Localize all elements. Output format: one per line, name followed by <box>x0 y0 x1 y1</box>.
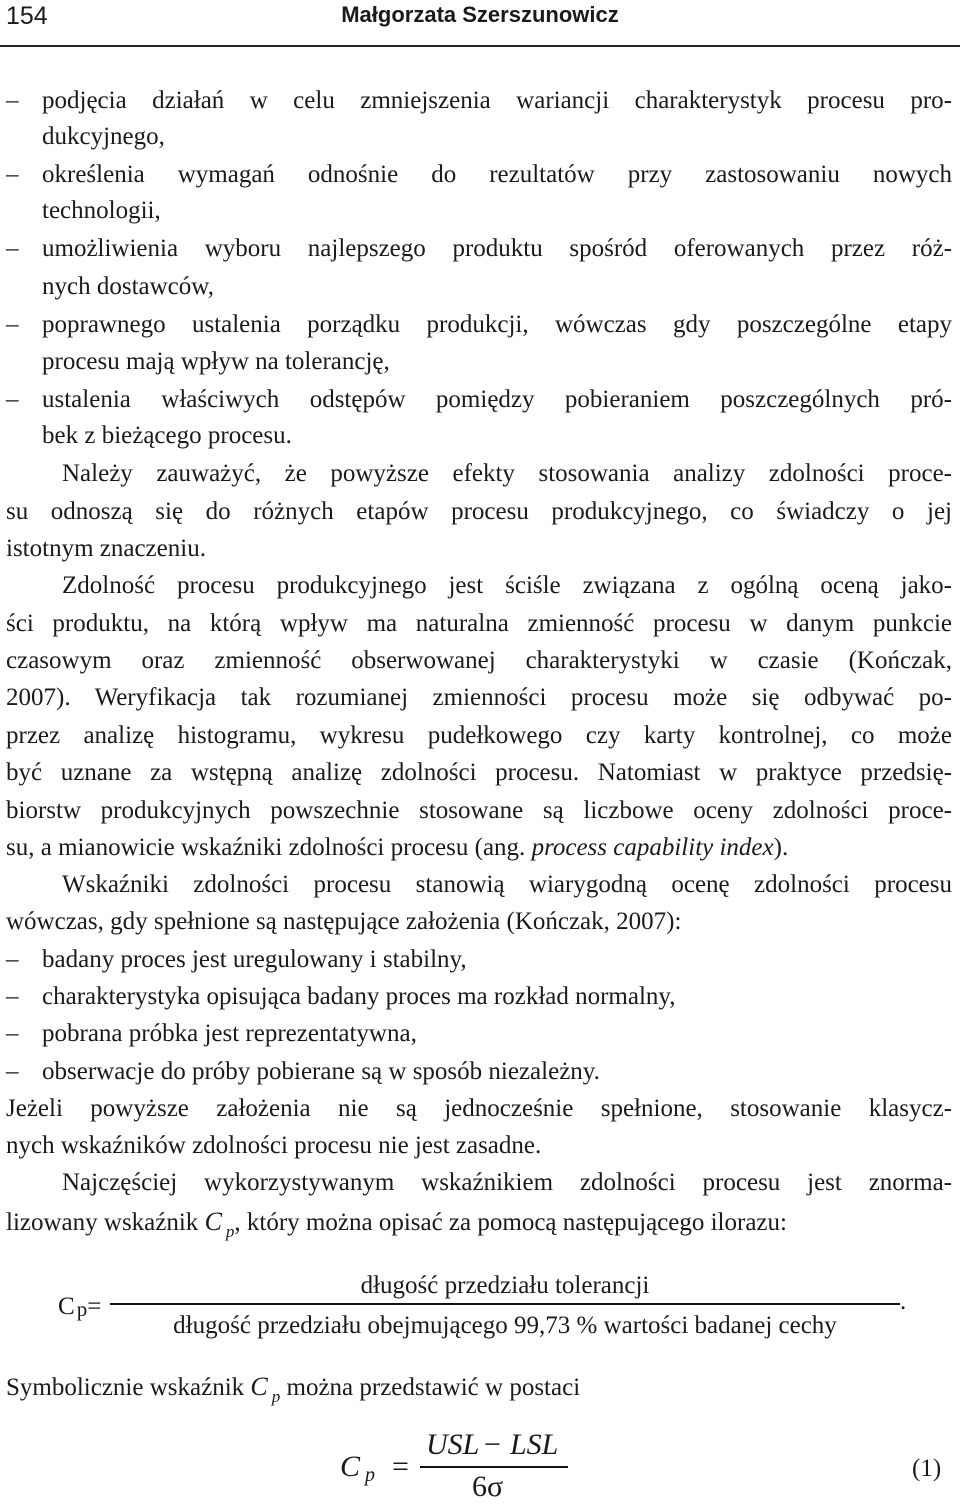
paragraph-line: czasowym oraz zmienność obserwowanej charakterystyki w czasie (Kończak, <box>6 647 952 674</box>
symbol-c: C <box>250 1372 268 1401</box>
list-item-line: badany proces jest uregulowany i stabilny, <box>42 946 467 973</box>
paragraph-line: su, a mianowicie wskaźniki zdolności procesu (ang. process capability index). <box>6 834 789 861</box>
list-dash: – <box>6 983 19 1010</box>
formula-lhs: Cp= <box>58 1293 102 1321</box>
symbol-sub-p: p <box>271 1387 281 1406</box>
paragraph-line: biorstw produkcyjnych powszechnie stosowane są liczbowe oceny zdolności proce- <box>6 797 952 824</box>
paragraph-line: Zdolność procesu produkcyjnego jest ściśle związana z ogólną oceną jako- <box>62 572 952 599</box>
symbol-sub-p: p <box>225 1222 235 1241</box>
paragraph-line: su odnoszą się do różnych etapów procesu produkcyjnego, co świadczy o jej <box>6 498 952 525</box>
symbol-c: C <box>204 1207 222 1236</box>
paragraph-line: 2007). Weryfikacja tak rozumianej zmienności procesu może się odbywać po- <box>6 684 952 711</box>
running-head-author: Małgorzata Szerszunowicz <box>341 2 619 27</box>
paragraph-line: lizowany wskaźnik C $_p$, który można opisać za pomocą następującego ilorazu: <box>6 1207 787 1241</box>
list-item-line: podjęcia działań w celu zmniejszenia wariancji charakterystyk procesu pro- <box>42 87 952 114</box>
paragraph-line: Symbolicznie wskaźnik C $_p$ można przedstawić w postaci <box>6 1372 581 1406</box>
formula1-lsl: LSL <box>510 1428 559 1461</box>
italic-term: process capability index <box>531 834 774 861</box>
paragraph-line: Należy zauważyć, że powyższe efekty stosowania analizy zdolności proce- <box>62 460 952 487</box>
formula1-fraction-bar <box>420 1466 568 1468</box>
list-item-line: obserwacje do próby pobierane są w sposób niezależny. <box>42 1058 600 1085</box>
page-number: 154 <box>6 2 48 30</box>
paragraph-line: ści produktu, na którą wpływ ma naturalna zmienność procesu w danym punkcie <box>6 610 952 637</box>
formula-numerator: długość przedziału tolerancji <box>360 1272 650 1299</box>
formula1-denominator: 6σ <box>472 1470 504 1503</box>
list-item-line: charakterystyka opisująca badany proces ma rozkład normalny, <box>42 983 676 1010</box>
formula1-lhs: C <box>340 1450 361 1483</box>
fraction-bar <box>110 1303 900 1305</box>
formula-denominator: długość przedziału obejmującego 99,73 % wartości badanej cechy <box>173 1312 837 1339</box>
paragraph-line: istotnym znaczeniu. <box>6 535 206 562</box>
formula1-lhs-sub: p <box>365 1464 375 1486</box>
list-dash: – <box>6 386 19 413</box>
list-dash: – <box>6 311 19 338</box>
list-item-line: procesu mają wpływ na tolerancję, <box>42 348 390 375</box>
list-dash: – <box>6 87 19 114</box>
paragraph-line: Najczęściej wykorzystywanym wskaźnikiem zdolności procesu jest znorma- <box>62 1169 952 1196</box>
paragraph-line: nych wskaźników zdolności procesu nie jest zasadne. <box>6 1132 542 1159</box>
formula1-minus: − <box>484 1428 501 1461</box>
list-item-line: nych dostawców, <box>42 273 214 300</box>
list-dash: – <box>6 161 19 188</box>
formula-number: (1) <box>912 1455 942 1482</box>
list-dash: – <box>6 946 19 973</box>
formula1-equals: = <box>392 1450 409 1483</box>
paragraph-line: wówczas, gdy spełnione są następujące założenia (Kończak, 2007): <box>6 908 682 935</box>
formula-end: . <box>900 1288 907 1315</box>
formula1-usl: USL <box>426 1428 480 1461</box>
paragraph-line: przez analizę histogramu, wykresu pudełkowego czy karty kontrolnej, co może <box>6 722 952 749</box>
list-item-line: technologii, <box>42 197 161 224</box>
list-item-line: poprawnego ustalenia porządku produkcji, wówczas gdy poszczególne etapy <box>42 311 952 338</box>
list-dash: – <box>6 1020 19 1047</box>
list-item-line: dukcyjnego, <box>42 123 165 150</box>
list-dash: – <box>6 1058 19 1085</box>
list-item-line: ustalenia właściwych odstępów pomiędzy pobieraniem poszczególnych pró- <box>42 386 952 413</box>
paragraph-line: Wskaźniki zdolności procesu stanowią wiarygodną ocenę zdolności procesu <box>62 871 952 898</box>
list-item-line: określenia wymagań odnośnie do rezultatów przy zastosowaniu nowych <box>42 161 952 188</box>
list-item-line: umożliwienia wyboru najlepszego produktu spośród oferowanych przez róż- <box>42 235 952 262</box>
list-item-line: pobrana próbka jest reprezentatywna, <box>42 1020 417 1047</box>
list-item-line: bek z bieżącego procesu. <box>42 422 292 449</box>
page-header <box>0 0 960 47</box>
paragraph-line: Jeżeli powyższe założenia nie są jednocześnie spełnione, stosowanie klasycz- <box>6 1095 952 1122</box>
list-dash: – <box>6 235 19 262</box>
paragraph-line: być uznane za wstępną analizę zdolności procesu. Natomiast w praktyce przedsię- <box>6 759 952 786</box>
